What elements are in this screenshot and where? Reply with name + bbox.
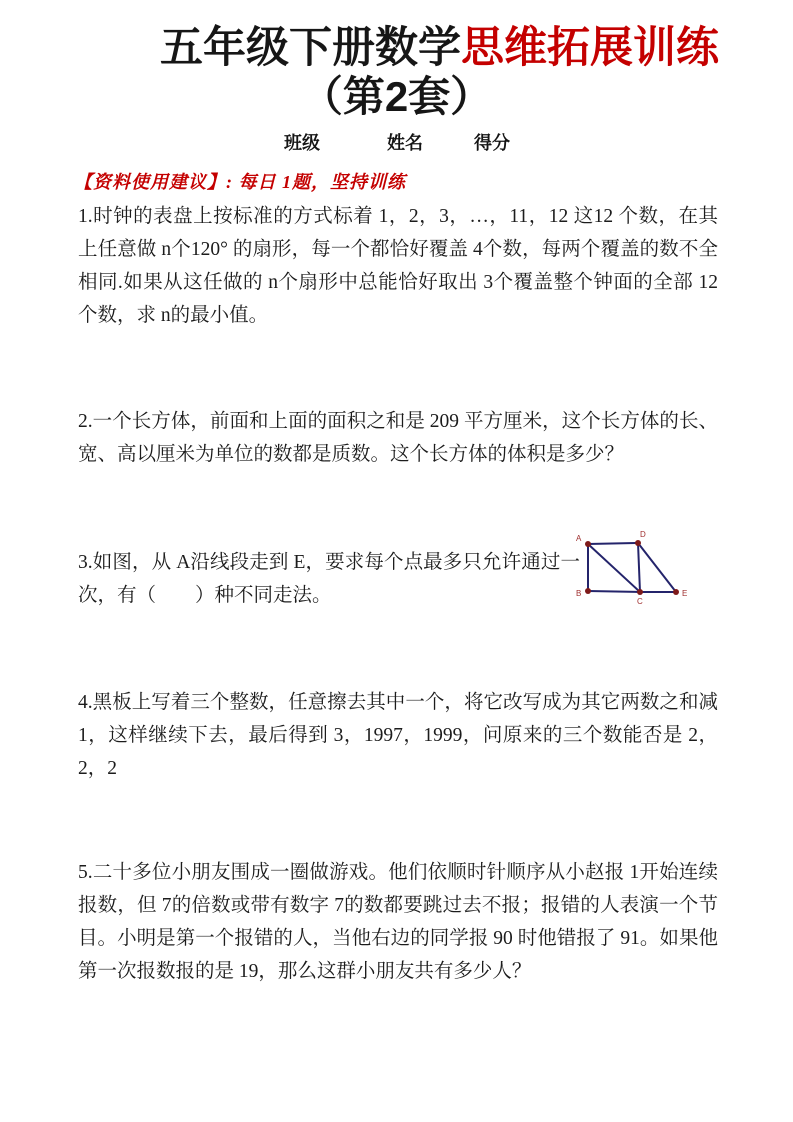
geometry-diagram	[574, 528, 696, 610]
question-4-text: 黑板上写着三个整数，任意擦去其中一个，将它改写成为其它两数之和减 1，这样继续下去，最后得到 3，1997，1999，问原来的三个数能否是 2，2，2	[78, 692, 718, 779]
question-1-text: 时钟的表盘上按标准的方式标着 1，2，3，…，11，12 这12 个数，在其上任意做 n个120° 的扇形，每一个都恰好覆盖 4个数，每两个覆盖的数不全相同.如果从这任做的 n个扇形中总能恰好取出 3个覆盖整个钟面的全部 12 个数，求 n的最小值。	[78, 206, 718, 326]
usage-notice: 【资料使用建议】: 每日 1题，坚持训练	[74, 172, 406, 192]
diagram-edge-BC	[588, 591, 640, 592]
diagram-vertex-A-dot	[585, 541, 591, 547]
question-2-text: 一个长方体，前面和上面的面积之和是 209 平方厘米，这个长方体的长、宽、高以厘米为单位的数都是质数。这个长方体的体积是多少？	[78, 411, 718, 465]
diagram-vertex-E-label: E	[682, 589, 688, 598]
diagram-edge-AD	[588, 543, 638, 544]
question-3-text: 如图，从 A沿线段走到 E，要求每个点最多只允许通过一次，有（ ）种不同走法。	[78, 552, 580, 606]
question-3	[78, 546, 580, 612]
page-title	[0, 24, 793, 72]
question-2-number: 2.	[78, 411, 93, 432]
question-2	[78, 405, 718, 471]
diagram-vertex-A-label: A	[576, 534, 582, 543]
question-4-number: 4.	[78, 692, 93, 713]
diagram-vertex-C-dot	[637, 589, 643, 595]
question-1	[78, 200, 718, 332]
class-field-label: 班级	[284, 133, 320, 153]
diagram-vertex-E-dot	[673, 589, 679, 595]
question-1-number: 1.	[78, 206, 93, 227]
diagram-edge-AC	[588, 544, 640, 592]
question-3-number: 3.	[78, 552, 93, 573]
page-subtitle: （第2套）	[300, 73, 493, 120]
diagram-vertex-B-dot	[585, 588, 591, 594]
name-field-label: 姓名	[387, 133, 424, 153]
diagram-edge-DC	[638, 543, 640, 592]
info-fields-row	[284, 129, 510, 155]
question-5-text: 二十多位小朋友围成一圈做游戏。他们依顺时针顺序从小赵报 1开始连续报数，但 7的倍数或带有数字 7的数都要跳过去不报；报错的人表演一个节目。小明是第一个报错的人，当他右边的同学报 90 时他错报了 91。如果他第一次报数报的是 19，那么这群小朋友共有多少人？	[78, 862, 718, 982]
diagram-edge-DE	[638, 543, 676, 592]
diagram-vertex-D-label: D	[640, 530, 646, 539]
question-5-number: 5.	[78, 862, 93, 883]
diagram-vertex-B-label: B	[576, 589, 582, 598]
question-4	[78, 686, 718, 785]
score-field-label: 得分	[474, 133, 511, 153]
diagram-vertex-D-dot	[635, 540, 641, 546]
page-title-red: 思维拓展训练	[461, 24, 719, 72]
diagram-vertex-C-label: C	[637, 597, 643, 606]
page-title-black: 五年级下册数学	[160, 24, 461, 72]
question-5	[78, 856, 718, 988]
